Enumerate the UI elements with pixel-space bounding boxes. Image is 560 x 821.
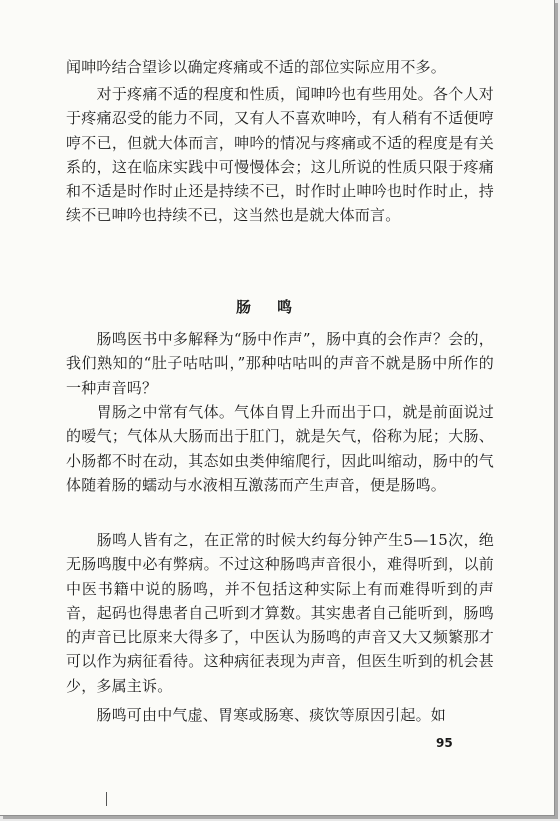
paragraph: 肠鸣可由中气虚、胃寒或肠寒、痰饮等原因引起。如 <box>66 706 447 724</box>
paragraph: 肠鸣医书中多解释为“肠中作声”，肠中真的会作声？会的，我们熟知的“肚子咕咕叫，”那种咕咕叫的声音不就是肠中所作的一种声音吗？ <box>66 330 494 397</box>
paragraph: 闻呻吟结合望诊以确定疼痛或不适的部位实际应用不多。 <box>66 58 447 76</box>
section-heading: 肠鸣 <box>235 298 318 316</box>
margin-mark <box>106 792 107 806</box>
paragraph: 胃肠之中常有气体。气体自胃上升而出于口，就是前面说过的嗳气；气体从大肠而出于肛门，就是矢气，俗称为屁；大肠、小肠都不时在动，其态如虫类伸缩爬行，因此叫缩动，肠中的气体随着肠的蠕动与水液相互激荡而产生声音，便是肠鸣。 <box>66 403 494 494</box>
paragraph: 对于疼痛不适的程度和性质，闻呻吟也有些用处。各个人对于疼痛忍受的能力不同，又有人不喜欢呻吟，有人稍有不适便哼哼不已，但就大体而言，呻吟的情况与疼痛或不适的程度是有关系的，这在临床实践中可慢慢体会；这儿所说的性质只限于疼痛和不适是时作时止还是持续不已，时作时止呻吟也时作时止，持续不已呻吟也持续不已，这当然也是就大体而言。 <box>66 85 494 225</box>
page-number: 95 <box>436 736 453 750</box>
paragraph: 肠鸣人皆有之，在正常的时候大约每分钟产生5—15次，绝无肠鸣腹中必有弊病。不过这种肠鸣声音很小，难得听到，以前中医书籍中说的肠鸣，并不包括这种实际上有而难得听到的声音，起码也得患者自己听到才算数。其实患者自己能听到，肠鸣的声音已比原来大得多了，中医认为肠鸣的声音又大又频繁那才可以作为病征看待。这种病征表现为声音，但医生听到的机会甚少，多属主诉。 <box>66 531 494 695</box>
